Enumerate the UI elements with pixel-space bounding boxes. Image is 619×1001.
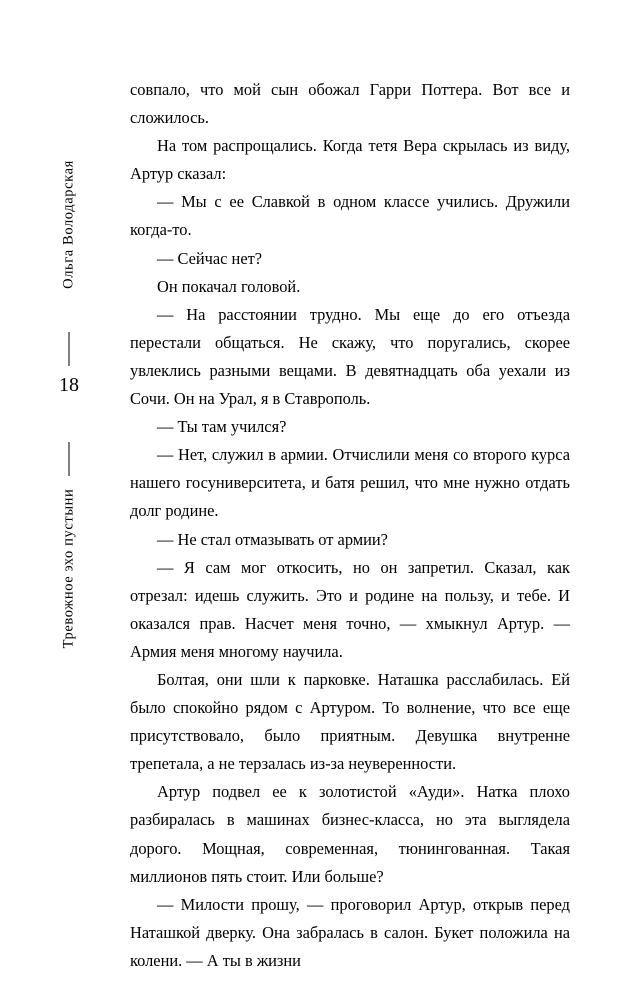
paragraph: — На расстоянии трудно. Мы еще до его отъезда перестали общаться. Не скажу, что поругались, скорее увлеклись разными вещами. В девятнадцать оба уехали из Сочи. Он на Урал, я в Ставрополь. bbox=[130, 304, 570, 409]
page-number: 18 bbox=[59, 374, 79, 396]
paragraph: — Мы с ее Славкой в одном классе учились. Дружили когда-то. bbox=[130, 192, 570, 240]
folio-rule-top bbox=[69, 332, 70, 366]
running-head-title: Тревожное эхо пустыни bbox=[60, 488, 77, 649]
paragraph: совпало, что мой сын обожал Гарри Поттера. Вот все и сложилось. bbox=[130, 80, 570, 128]
paragraph: Болтая, они шли к парковке. Наташка расслабилась. Ей было спокойно рядом с Артуром. То волнение, что все еще присутствовало, было приятным. Девушка внутренне трепетала, а не терзалась из-за неуверенности. bbox=[130, 669, 570, 774]
paragraph: Артур подвел ее к золотистой «Ауди». Натка плохо разбиралась в машинах бизнес-класса, но эта выглядела дорого. Мощная, современная, тюнингованная. Такая миллионов пять стоит. Или больше? bbox=[130, 782, 570, 886]
folio-rule-bottom bbox=[69, 442, 70, 476]
paragraph: — Не стал отмазывать от армии? bbox=[157, 529, 388, 549]
paragraph: — Сейчас нет? bbox=[157, 248, 263, 268]
paragraph: — Милости прошу, — проговорил Артур, открыв перед Наташкой дверку. Она забралась в салон. Букет положила на колени. — А ты в жизни bbox=[130, 894, 570, 970]
body-text bbox=[130, 76, 570, 975]
paragraph: На том распрощались. Когда тетя Вера скрылась из виду, Артур сказал: bbox=[130, 136, 570, 184]
paragraph: Он покачал головой. bbox=[157, 276, 301, 296]
paragraph: — Я сам мог откосить, но он запретил. Сказал, как отрезал: идешь служить. Это и родине на пользу, и тебе. И оказался прав. Насчет меня точно, — хмыкнул Артур. — Армия меня многому научила. bbox=[130, 557, 570, 661]
page-margin-running-heads bbox=[48, 120, 90, 740]
paragraph: — Ты там учился? bbox=[157, 417, 287, 437]
paragraph: — Нет, служил в армии. Отчислили меня со второго курса нашего госуниверситета, и батя решил, что мне нужно отдать долг родине. bbox=[130, 445, 570, 521]
running-head-author: Ольга Володарская bbox=[60, 160, 77, 289]
